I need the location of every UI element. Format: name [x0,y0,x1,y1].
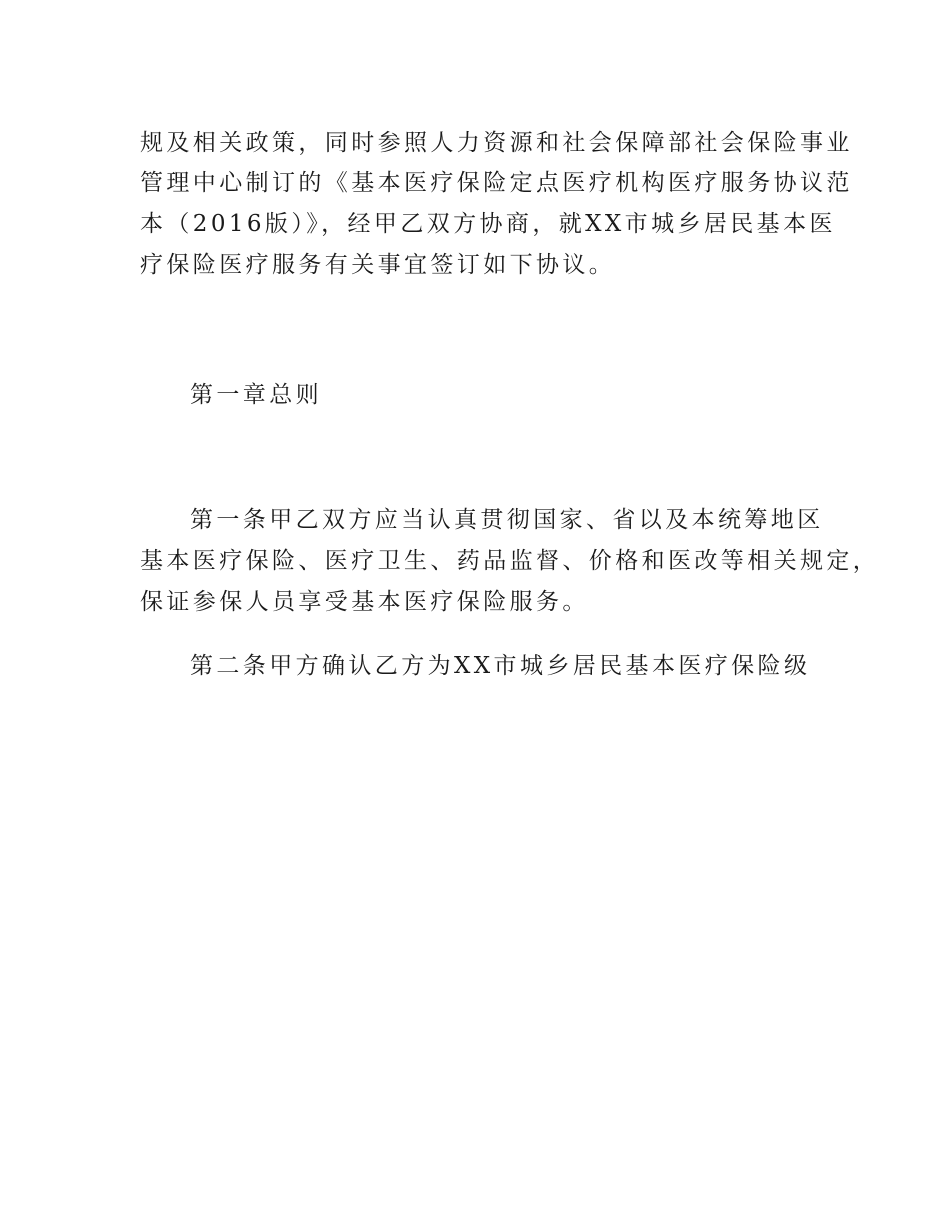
intro-line-2: 管理中心制订的《基本医疗保险定点医疗机构医疗服务协议范 [140,170,853,196]
intro-line-4: 疗保险医疗服务有关事宜签订如下协议。 [140,252,616,278]
intro-line-1: 规及相关政策，同时参照人力资源和社会保障部社会保险事业 [140,130,853,156]
article-2-line-1: 第二条甲方确认乙方为XX市城乡居民基本医疗保险级 [190,653,811,679]
intro-line-3: 本（2016版）》，经甲乙双方协商，就XX市城乡居民基本医 [140,211,836,237]
chapter-heading: 第一章总则 [190,382,322,408]
article-1-line-1: 第一条甲乙双方应当认真贯彻国家、省以及本统筹地区 [190,507,824,533]
article-1-line-2: 基本医疗保险、医疗卫生、药品监督、价格和医改等相关规定， [140,548,880,574]
article-1-line-3: 保证参保人员享受基本医疗保险服务。 [140,589,589,615]
